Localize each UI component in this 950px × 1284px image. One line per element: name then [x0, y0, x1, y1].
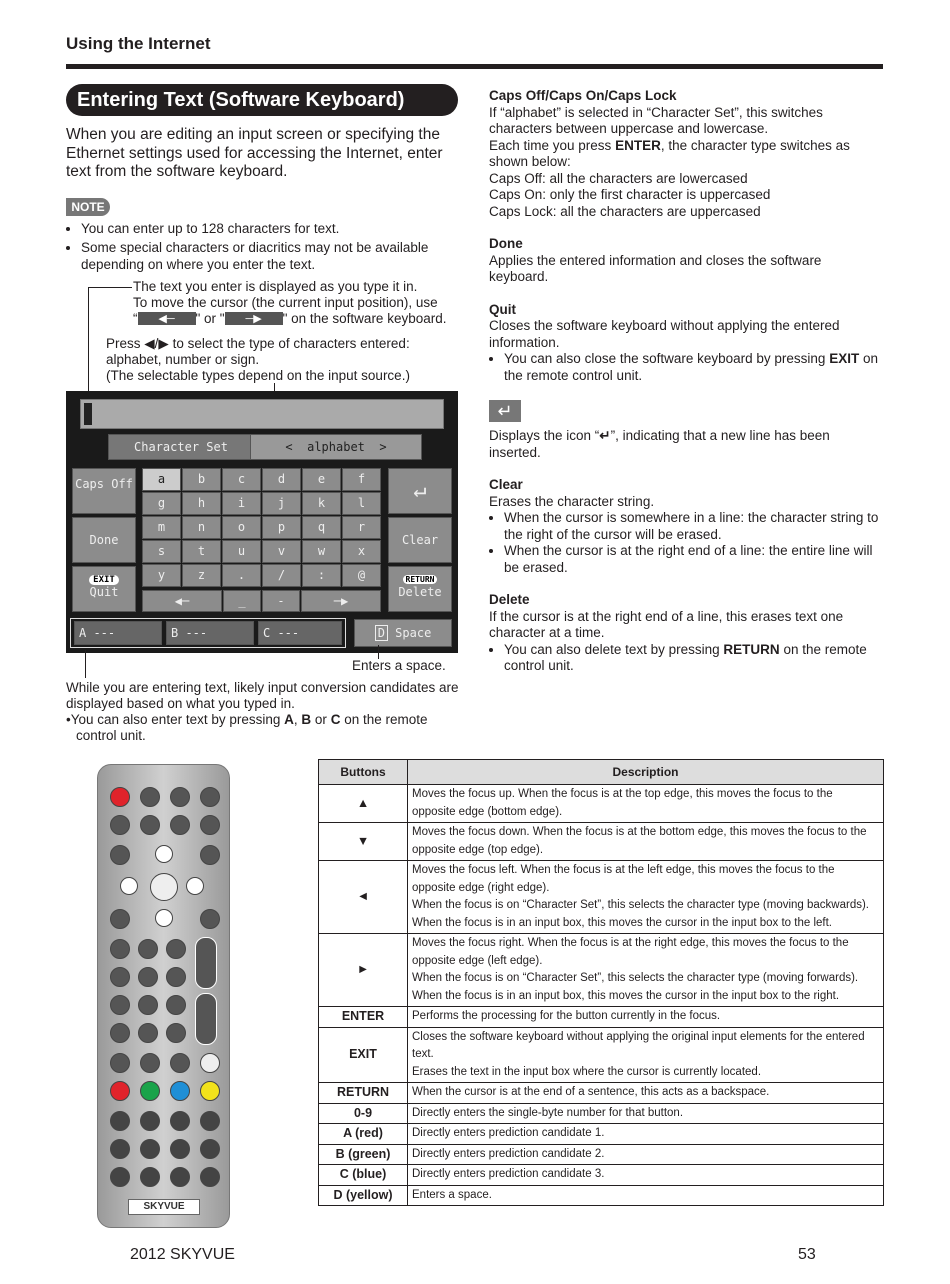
letter-key: r: [342, 516, 381, 539]
description-line: Erases the text in the input box where the cursor is currently located.: [412, 1065, 762, 1078]
letter-key: i: [222, 492, 261, 515]
button-cell: D (yellow): [319, 1185, 408, 1206]
table-row: [319, 785, 884, 823]
right-column: Caps Off/Caps On/Caps Lock If “alphabet” is selected in “Character Set”, this switches characters between uppercase and lowercase. Each time you press ENTER, the character type switches as shown below: Caps Off: all the characters are lowercased Caps On: only the first character is uppercased Caps Lock: all the characters are uppercased Done Applies the entered information and closes the software keyboard. Quit Closes the software keyboard without applying the entered information. • You can also close the software keyboard by pressing EXIT on the remote control unit. ↵ Displays the icon “↵”, indicating that a new line has been inserted. Clear Erases the character string. • When the cursor is somewhere in a line: the character string to the right of the cursor will be erased. • When the cursor is at the right end of a line: the entire line will be erased. Delete If the cursor is at the right end of a line, this erases text one character at a time. • You can also delete text by pressing RETURN on the remote control unit.: [489, 88, 884, 691]
description-cell: [408, 1144, 884, 1165]
remote-button: [200, 815, 220, 835]
number-button: [138, 939, 158, 959]
button-cell: B (green): [319, 1144, 408, 1165]
remote-button: [170, 1111, 190, 1131]
description-cell: [408, 1124, 884, 1145]
remote-button: [140, 1053, 160, 1073]
number-button: [110, 939, 130, 959]
caps-key: Caps Off: [72, 468, 136, 514]
remote-button: [110, 909, 130, 929]
letter-key: y: [142, 564, 181, 587]
number-button: [138, 1023, 158, 1043]
left-arrow-key-icon: ◀─: [138, 312, 196, 325]
left-arrow-key: ◀─: [142, 590, 222, 612]
remote-button: [200, 1167, 220, 1187]
candidate-a: A ---: [74, 621, 162, 645]
description-line: Directly enters the single-byte number for that button.: [412, 1106, 684, 1119]
up-button-icon: [155, 845, 173, 863]
remote-button: [110, 1139, 130, 1159]
remote-button: [170, 1139, 190, 1159]
remote-button: [170, 1167, 190, 1187]
input-cursor: [84, 403, 92, 425]
letter-key: t: [182, 540, 221, 563]
number-button: [166, 995, 186, 1015]
table-header: Description: [408, 760, 884, 785]
callout-line: [378, 645, 379, 659]
description-line: Moves the focus right. When the focus is at the right edge, this moves the focus to the opposite edge (left edge).: [412, 937, 849, 967]
description-line: Directly enters prediction candidate 1.: [412, 1127, 605, 1139]
delete-heading: Delete: [489, 592, 530, 607]
button-cell: ►: [319, 934, 408, 1007]
letter-key: :: [302, 564, 341, 587]
page-title: Entering Text (Software Keyboard): [66, 84, 458, 116]
note-item: • Some special characters or diacritics may not be available depending on where you enter the text.: [81, 239, 461, 273]
note-badge: NOTE: [66, 198, 110, 216]
channel-rocker: [195, 937, 217, 989]
candidate-c: C ---: [258, 621, 342, 645]
description-line: Closes the software keyboard without applying the original input elements for the entered text.: [412, 1030, 865, 1060]
section-header: Using the Internet: [66, 34, 211, 53]
letter-key: w: [302, 540, 341, 563]
letter-key: p: [262, 516, 301, 539]
clear-heading: Clear: [489, 477, 523, 492]
remote-button: [200, 1139, 220, 1159]
letter-key: a: [142, 468, 181, 491]
page-number: 53: [798, 1246, 816, 1263]
table-row: [319, 1144, 884, 1165]
remote-button: [200, 845, 220, 865]
description-cell: [408, 1185, 884, 1206]
remote-button: [170, 815, 190, 835]
letter-key: n: [182, 516, 221, 539]
remote-button: [110, 1167, 130, 1187]
letter-key: x: [342, 540, 381, 563]
charset-label: Character Set: [108, 434, 254, 460]
table-row: [319, 1185, 884, 1206]
remote-button: [140, 815, 160, 835]
buttons-table: [318, 759, 884, 1206]
callout-line: [88, 287, 132, 288]
button-cell: C (blue): [319, 1165, 408, 1186]
description-line: Directly enters prediction candidate 3.: [412, 1168, 605, 1180]
note-list: [66, 220, 461, 275]
letter-key: l: [342, 492, 381, 515]
done-heading: Done: [489, 236, 523, 251]
table-row: [319, 1007, 884, 1028]
table-row: [319, 823, 884, 861]
description-line: When the cursor is at the end of a sentence, this acts as a backspace.: [412, 1086, 770, 1098]
enter-newline-key: ↵: [388, 468, 452, 514]
header-rule: [66, 64, 883, 69]
caps-heading: Caps Off/Caps On/Caps Lock: [489, 88, 677, 103]
remote-brand-logo: SKYVUE: [128, 1199, 200, 1215]
description-cell: [408, 1103, 884, 1124]
delete-key: RETURN Delete: [388, 566, 452, 612]
remote-button: [140, 1111, 160, 1131]
button-cell: ▼: [319, 823, 408, 861]
description-line: Moves the focus down. When the focus is at the bottom edge, this moves the focus to the opposite edge (top edge).: [412, 826, 867, 856]
text-input-box: [80, 399, 444, 429]
button-cell: EXIT: [319, 1027, 408, 1083]
done-key: Done: [72, 517, 136, 563]
description-cell: [408, 1083, 884, 1104]
button-cell: RETURN: [319, 1083, 408, 1104]
note-item: • You can enter up to 128 characters for text.: [81, 220, 461, 237]
callout-line: [88, 287, 89, 403]
table-row: [319, 934, 884, 1007]
number-button: [138, 995, 158, 1015]
description-line: When the focus is on “Character Set”, this selects the character type (moving backwards).: [412, 899, 869, 911]
description-line: Performs the processing for the button currently in the focus.: [412, 1010, 721, 1022]
table-header: Buttons: [319, 760, 408, 785]
newline-icon: ↵: [599, 428, 611, 443]
clear-key: Clear: [388, 517, 452, 563]
button-cell: ◄: [319, 861, 408, 934]
letter-key: c: [222, 468, 261, 491]
letter-key: @: [342, 564, 381, 587]
volume-rocker: [195, 993, 217, 1045]
letter-key: o: [222, 516, 261, 539]
description-line: When the focus is on “Character Set”, this selects the character type (moving forwards).: [412, 972, 859, 984]
description-line: Moves the focus up. When the focus is at the top edge, this moves the focus to the opposite edge (bottom edge).: [412, 788, 833, 818]
description-line: Enters a space.: [412, 1188, 492, 1201]
candidates-callout: While you are entering text, likely input conversion candidates are displayed based on what you typed in. •You can also enter text by pressing A, B or C on the remote control unit.: [66, 680, 459, 743]
remote-button: [110, 1111, 130, 1131]
remote-button: [200, 909, 220, 929]
underscore-key: _: [223, 590, 261, 612]
quit-key: EXIT Quit: [72, 566, 136, 612]
number-button: [166, 967, 186, 987]
enter-button-icon: [150, 873, 178, 901]
remote-button: [140, 1167, 160, 1187]
software-keyboard-image: [66, 391, 458, 653]
letter-key: k: [302, 492, 341, 515]
remote-button: [140, 1139, 160, 1159]
footer-brand: 2012 SKYVUE: [130, 1246, 235, 1263]
letter-key: j: [262, 492, 301, 515]
remote-button: [110, 845, 130, 865]
letter-key: d: [262, 468, 301, 491]
remote-button: [140, 787, 160, 807]
description-line: Moves the focus left. When the focus is at the left edge, this moves the focus to the opposite edge (right edge).: [412, 864, 835, 894]
description-line: When the focus is in an input box, this moves the cursor in the input box to the left.: [412, 916, 832, 929]
letter-key: f: [342, 468, 381, 491]
letter-key: b: [182, 468, 221, 491]
description-cell: [408, 785, 884, 823]
table-row: [319, 1165, 884, 1186]
description-cell: [408, 934, 884, 1007]
remote-button: [200, 1111, 220, 1131]
callout-line: [85, 650, 86, 678]
d-yellow-button: [200, 1081, 220, 1101]
intro-paragraph: When you are editing an input screen or specifying the Ethernet settings used for accessing the Internet, enter text from the software keyboard.: [66, 126, 443, 180]
letter-key: v: [262, 540, 301, 563]
remote-button: [110, 815, 130, 835]
down-button-icon: [155, 909, 173, 927]
letter-key: q: [302, 516, 341, 539]
c-blue-button: [170, 1081, 190, 1101]
number-button: [110, 967, 130, 987]
left-button-icon: [120, 877, 138, 895]
quit-heading: Quit: [489, 301, 516, 317]
description-cell: [408, 823, 884, 861]
right-arrow-key-icon: ─▶: [225, 312, 283, 325]
letter-key: /: [262, 564, 301, 587]
charset-selector: < alphabet >: [250, 434, 422, 460]
remote-button: [170, 787, 190, 807]
newline-key-icon: ↵: [489, 400, 521, 422]
hyphen-key: -: [262, 590, 300, 612]
description-line: When the focus is in an input box, this moves the cursor in the input box to the right.: [412, 989, 840, 1002]
remote-button: [110, 1053, 130, 1073]
table-row: [319, 1027, 884, 1083]
number-button: [110, 1023, 130, 1043]
button-cell: ▲: [319, 785, 408, 823]
description-cell: [408, 861, 884, 934]
remote-button: [200, 787, 220, 807]
button-cell: ENTER: [319, 1007, 408, 1028]
candidate-b: B ---: [166, 621, 254, 645]
description-cell: [408, 1165, 884, 1186]
right-arrow-key: ─▶: [301, 590, 381, 612]
remote-control-image: [97, 764, 230, 1228]
right-button-icon: [186, 877, 204, 895]
power-button-icon: [110, 787, 130, 807]
left-right-arrows-icon: ◀/▶: [144, 336, 169, 351]
table-row: [319, 1103, 884, 1124]
description-cell: [408, 1007, 884, 1028]
space-callout: Enters a space.: [352, 658, 446, 673]
remote-button: [200, 1053, 220, 1073]
number-button: [138, 967, 158, 987]
letter-key: e: [302, 468, 341, 491]
letter-key: h: [182, 492, 221, 515]
letter-key: s: [142, 540, 181, 563]
letter-key: m: [142, 516, 181, 539]
space-key: D Space: [354, 619, 452, 647]
description-line: Directly enters prediction candidate 2.: [412, 1147, 605, 1160]
cursor-callout: The text you enter is displayed as you type it in. To move the cursor (the current input position), use “ ◀─ " or " ─▶ " on the software keyboard.: [133, 279, 447, 326]
letter-key: .: [222, 564, 261, 587]
a-red-button: [110, 1081, 130, 1101]
letter-key: z: [182, 564, 221, 587]
letter-key: u: [222, 540, 261, 563]
description-cell: [408, 1027, 884, 1083]
number-button: [110, 995, 130, 1015]
charset-callout: Press ◀/▶ to select the type of characters entered: alphabet, number or sign. (The selectable types depend on the input source.): [106, 336, 410, 383]
number-button: [166, 1023, 186, 1043]
table-row: [319, 1124, 884, 1145]
remote-button: [170, 1053, 190, 1073]
table-row: [319, 861, 884, 934]
button-cell: A (red): [319, 1124, 408, 1145]
letter-key: g: [142, 492, 181, 515]
button-cell: 0-9: [319, 1103, 408, 1124]
table-row: [319, 1083, 884, 1104]
b-green-button: [140, 1081, 160, 1101]
number-button: [166, 939, 186, 959]
